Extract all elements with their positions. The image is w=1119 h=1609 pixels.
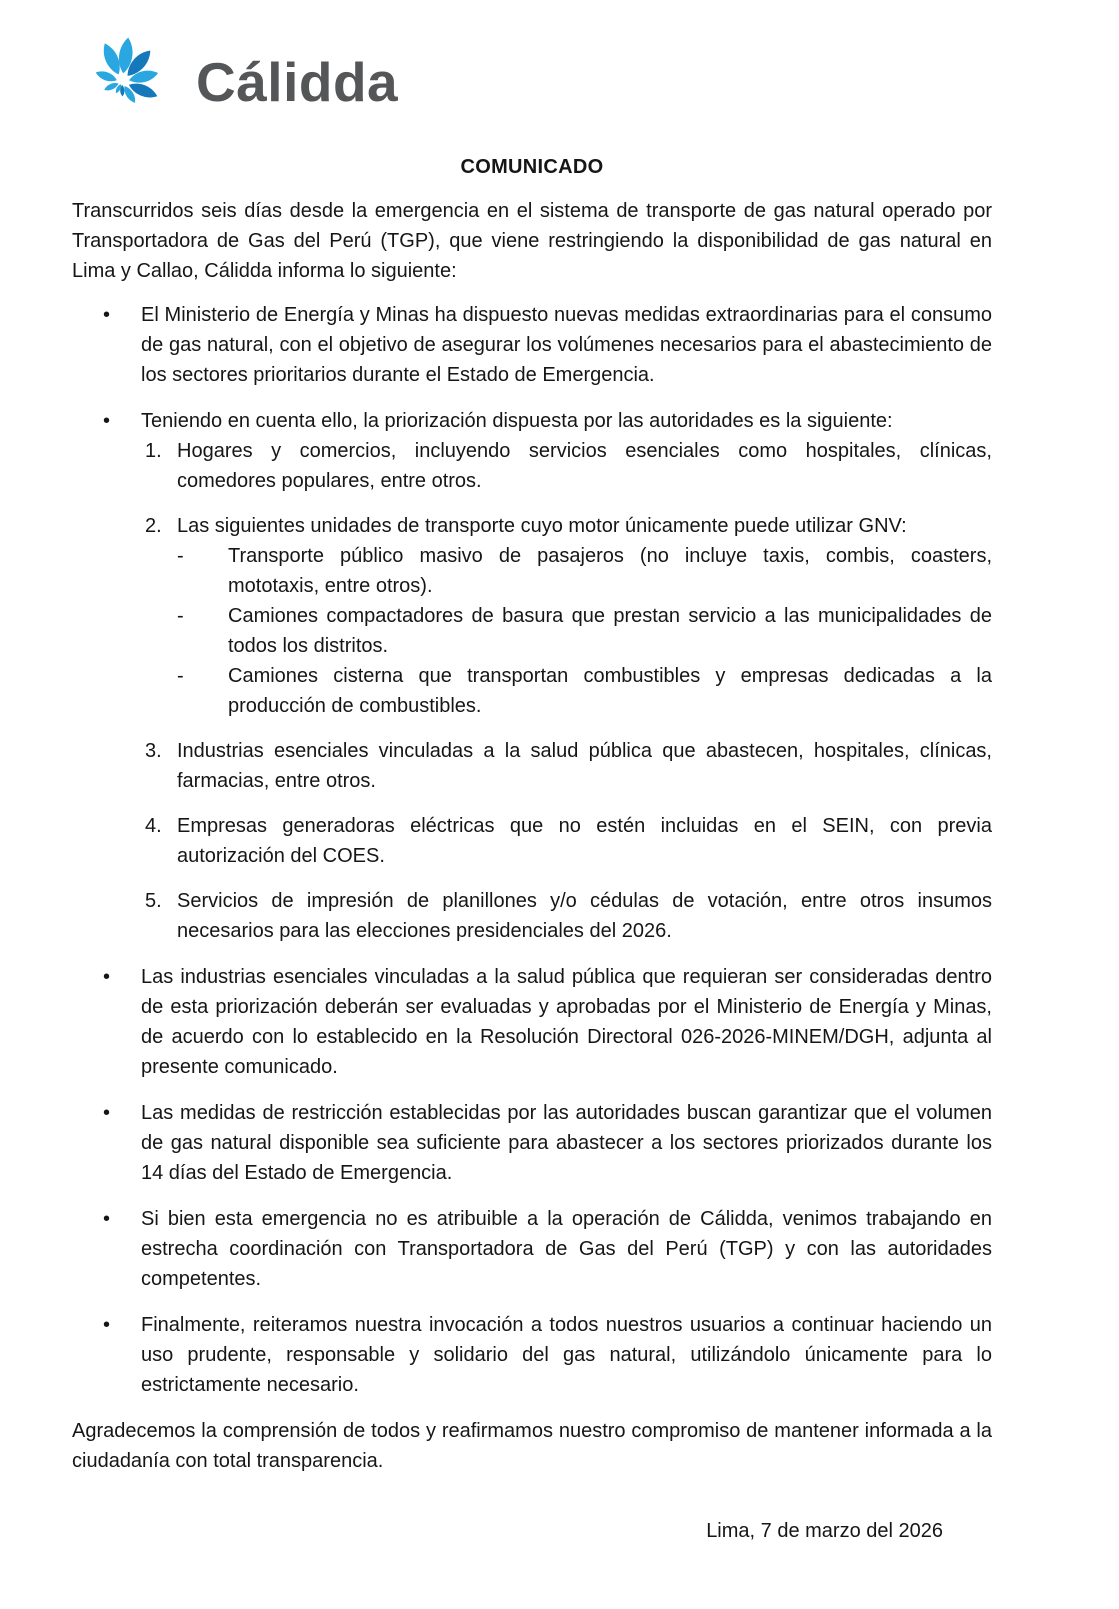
dash-item [177,541,992,601]
numbered-text: Industrias esenciales vinculadas a la salud pública que abastecen, hospitales, clínicas, farmacias, entre otros. [177,740,992,792]
closing-paragraph: Agradecemos la comprensión de todos y reafirmamos nuestro compromiso de mantener informada a la ciudadanía con total transparencia. [72,1420,992,1472]
numbered-item [141,736,992,796]
bullet-item [72,406,992,946]
document-body [72,152,992,1546]
bullet-text: Las medidas de restricción establecidas por las autoridades buscan garantizar que el volumen de gas natural disponible sea suficiente para abastecer a los sectores priorizados durante los 14 días del Estado de Emergencia. [141,1102,992,1184]
numbered-intro-text: Las siguientes unidades de transporte cuyo motor únicamente puede utilizar GNV: [177,515,907,537]
bullet-marker: • [103,966,111,988]
bullet-item [72,300,992,390]
bullet-text: Las industrias esenciales vinculadas a la salud pública que requieran ser consideradas dentro de esta priorización deberán ser evaluadas y aprobadas por el Ministerio de Energía y Minas, de acuerdo con lo establecido en la Resolución Directoral 026-2026-MINEM/DGH, adjunta al presente comunicado. [141,966,992,1078]
numbered-text: Servicios de impresión de planillones y/o cédulas de votación, entre otros insumos necesarios para las elecciones presidenciales del 2026. [177,890,992,942]
bullet-item [72,1310,992,1400]
number-marker: 2. [145,515,162,537]
dash-item [177,601,992,661]
number-marker: 4. [145,815,162,837]
numbered-item [141,436,992,496]
intro-paragraph: Transcurridos seis días desde la emergencia en el sistema de transporte de gas natural operado por Transportadora de Gas del Perú (TGP), que viene restringiendo la disponibilidad de gas natural en Lima y Callao, Cálidda informa lo siguiente: [72,200,992,282]
numbered-item [141,511,992,721]
bullet-marker: • [103,410,111,432]
bullet-marker: • [103,1314,111,1336]
bullet-marker: • [103,1102,111,1124]
dash-item [177,661,992,721]
dash-marker: - [177,545,184,567]
bullet-item [72,1204,992,1294]
bullet-text: Si bien esta emergencia no es atribuible a la operación de Cálidda, venimos trabajando en estrecha coordinación con Transportadora de Gas del Perú (TGP) y con las autoridades competentes. [141,1208,992,1290]
dash-text: Camiones compactadores de basura que prestan servicio a las municipalidades de todos los distritos. [228,605,992,657]
numbered-item [141,811,992,871]
dash-marker: - [177,665,184,687]
dash-text: Camiones cisterna que transportan combustibles y empresas dedicadas a la producción de combustibles. [228,665,992,717]
dash-text: Transporte público masivo de pasajeros (no incluye taxis, combis, coasters, mototaxis, entre otros). [228,545,992,597]
bullet-item [72,962,992,1082]
bullet-marker: • [103,1208,111,1230]
brand-name: Cálidda [196,51,399,113]
bullet-marker: • [103,304,111,326]
bullet-text: El Ministerio de Energía y Minas ha dispuesto nuevas medidas extraordinarias para el consumo de gas natural, con el objetivo de asegurar los volúmenes necesarios para el abastecimiento de los sectores prioritarios durante el Estado de Emergencia. [141,304,992,386]
number-marker: 3. [145,740,162,762]
number-marker: 5. [145,890,162,912]
document-title: COMUNICADO [460,156,604,178]
dateline: Lima, 7 de marzo del 2026 [706,1520,943,1542]
numbered-text: Empresas generadoras eléctricas que no estén incluidas en el SEIN, con previa autorización del COES. [177,815,992,867]
calidda-flower-icon [76,34,168,130]
bullet-text: Finalmente, reiteramos nuestra invocación a todos nuestros usuarios a continuar haciendo un uso prudente, responsable y solidario del gas natural, utilizándolo únicamente para lo estrictamente necesario. [141,1314,992,1396]
calidda-logo [76,34,398,130]
numbered-text: Hogares y comercios, incluyendo servicios esenciales como hospitales, clínicas, comedores populares, entre otros. [177,440,992,492]
bullet-item [72,1098,992,1188]
dash-marker: - [177,605,184,627]
bullet-text [141,406,992,946]
numbered-text [177,511,992,721]
bullet-intro-text: Teniendo en cuenta ello, la priorización dispuesta por las autoridades es la siguiente: [141,410,893,432]
numbered-item [141,886,992,946]
number-marker: 1. [145,440,162,462]
